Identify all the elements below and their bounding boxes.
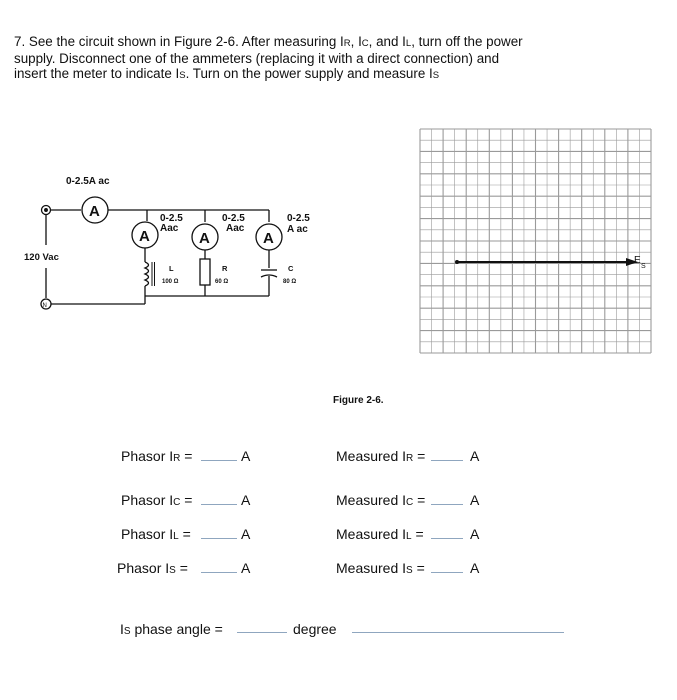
svg-text:A: A	[89, 203, 100, 220]
meter-range-l-bottom: Aac	[160, 223, 179, 234]
svg-text:60 Ω: 60 Ω	[215, 279, 229, 285]
question-number: 7.	[14, 34, 26, 49]
phase-angle-row: IS phase angle =	[120, 621, 223, 637]
es-origin-point	[455, 260, 459, 264]
svg-text:A: A	[263, 230, 274, 247]
meter-range-l-top: 0-2.5	[160, 213, 183, 224]
es-phasor	[455, 255, 646, 270]
source-label: 120 Vac	[24, 252, 59, 263]
meter-range-r-top: 0-2.5	[222, 213, 245, 224]
inductor	[145, 262, 149, 286]
phasor-grid	[420, 129, 651, 353]
meter-range-r-bottom: Aac	[226, 223, 245, 234]
measured-is-input[interactable]	[431, 572, 463, 573]
phasor-ic-input[interactable]	[201, 504, 237, 505]
measured-is-row: Measured IS = A	[336, 560, 480, 576]
meter-range-c-bottom: A ac	[287, 224, 308, 235]
measured-ic-input[interactable]	[431, 504, 463, 505]
phase-angle-unit: degree	[293, 621, 337, 637]
measured-il-input[interactable]	[431, 538, 463, 539]
es-label-sub: S	[641, 263, 646, 270]
svg-text:C: C	[288, 264, 294, 273]
phase-angle-notes-line[interactable]	[352, 632, 564, 633]
measured-ir-row: Measured IR = A	[336, 448, 480, 464]
svg-text:A: A	[139, 228, 150, 245]
svg-text:N: N	[42, 303, 47, 309]
svg-text:L: L	[169, 264, 174, 273]
phasor-il-input[interactable]	[201, 538, 237, 539]
phasor-is-row: Phasor IS = A	[117, 560, 251, 576]
question-text: 7. See the circuit shown in Figure 2-6. After measuring IR, IC, and IL, turn off the power supply. Disconnect one of the ammeters (replacing it with a direct connection) and insert the meter to indicate IS. Turn on the power supply and measure IS	[14, 34, 523, 81]
meter-range-c-top: 0-2.5	[287, 213, 310, 224]
phasor-is-input[interactable]	[201, 572, 237, 573]
es-label: E	[634, 255, 641, 266]
svg-text:100 Ω: 100 Ω	[162, 279, 179, 285]
resistor	[200, 259, 210, 285]
main-meter-range: 0-2.5A ac	[66, 176, 110, 187]
phasor-ir-input[interactable]	[201, 460, 237, 461]
svg-text:A: A	[199, 230, 210, 247]
figure-caption: Figure 2-6.	[333, 395, 384, 406]
phasor-ic-row: Phasor IC = A	[121, 492, 251, 508]
circuit-diagram	[24, 176, 310, 309]
phasor-ir-row: Phasor IR = A	[121, 448, 251, 464]
svg-text:80 Ω: 80 Ω	[283, 279, 297, 285]
measured-ic-row: Measured IC = A	[336, 492, 480, 508]
phase-angle-input[interactable]	[237, 632, 287, 633]
phasor-il-row: Phasor IL = A	[121, 526, 251, 542]
measured-ir-input[interactable]	[431, 460, 463, 461]
measured-il-row: Measured IL = A	[336, 526, 480, 542]
svg-text:R: R	[222, 264, 228, 273]
